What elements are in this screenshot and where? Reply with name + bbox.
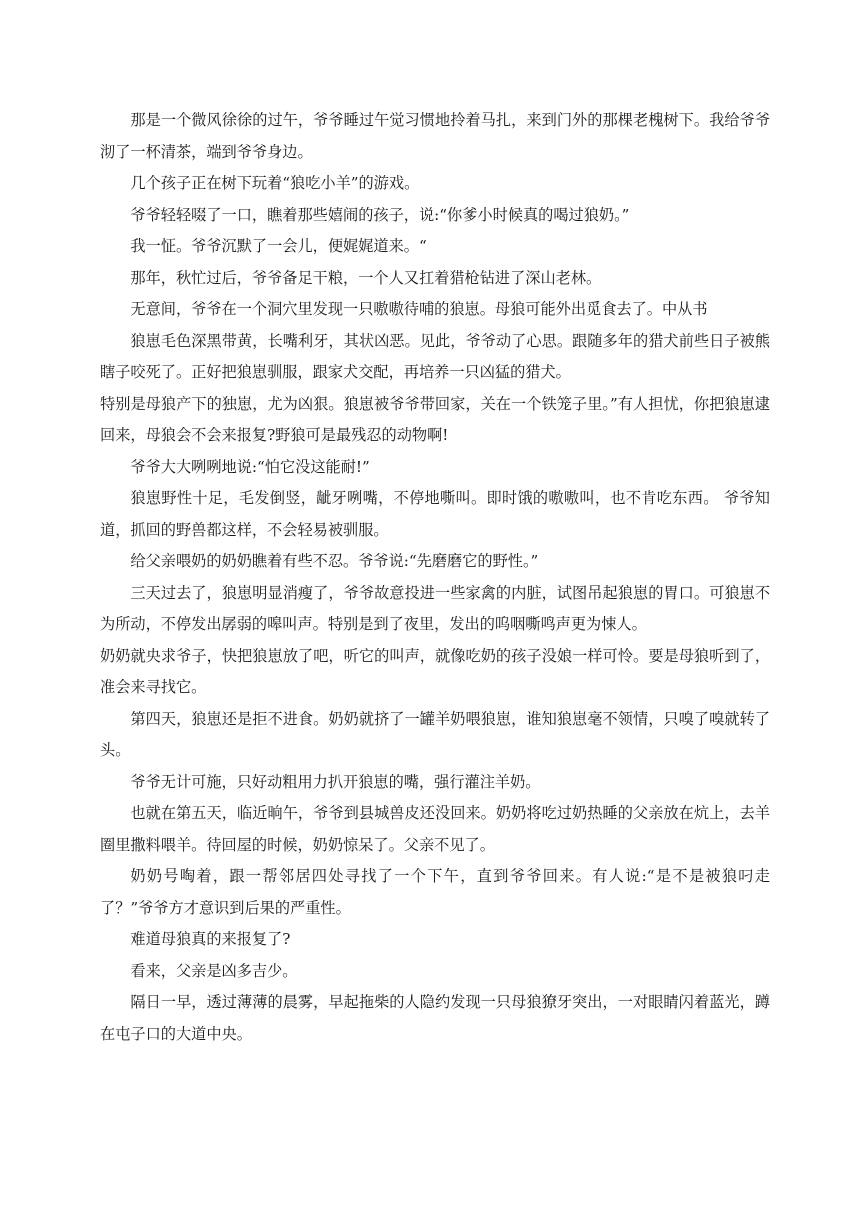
paragraph: 隔日一早，透过薄薄的晨雾，早起拖柴的人隐约发现一只母狼獠牙突出，一对眼睛闪着蓝光，蹲在屯子口的大道中央。 [100,993,770,1043]
paragraph: 特别是母狼产下的独崽，尤为凶狠。狼崽被爷爷带回家，关在一个铁笼子里。”有人担忧，你把狼崽逮回来，母狼会不会来报复?野狼可是最残忍的动物啊! [100,394,770,444]
paragraph: 第四天，狼崽还是拒不进食。奶奶就挤了一罐羊奶喂狼崽，谁知狼崽毫不领情，只嗅了嗅就转了头。 [100,709,770,759]
paragraph: 爷爷轻轻啜了一口，瞧着那些嬉闹的孩子，说:“你爹小时候真的喝过狼奶。” [130,205,630,224]
paragraph: 爷爷大大咧咧地说:“怕它没这能耐!” [130,457,370,476]
paragraph: 也就在第五天，临近晌午，爷爷到县城兽皮还没回来。奶奶将吃过奶热睡的父亲放在炕上，去羊圈里撒料喂羊。待回屋的时候，奶奶惊呆了。父亲不见了。 [100,804,770,854]
paragraph: 狼崽毛色深黑带黄，长嘴利牙，其状凶恶。见此，爷爷动了心思。跟随多年的猎犬前些日子被熊瞎子咬死了。正好把狼崽驯服，跟家犬交配，再培养一只凶猛的猎犬。 [100,331,770,381]
paragraph: 无意间，爷爷在一个洞穴里发现一只嗷嗷待哺的狼崽。母狼可能外出觅食去了。中从书 [130,300,708,318]
paragraph: 三天过去了，狼崽明显消瘦了，爷爷故意投进一些家禽的内脏，试图吊起狼崽的胃口。可狼崽不为所动，不停发出孱弱的嗥叫声。特别是到了夜里，发出的呜咽嘶鸣声更为悚人。 [100,583,770,633]
paragraph: 我一怔。爷爷沉默了一会儿，便娓娓道来。“ [130,237,427,255]
paragraph: 爷爷无计可施，只好动粗用力扒开狼崽的嘴，强行灌注羊奶。 [130,772,541,791]
paragraph: 奶奶就央求爷子，快把狼崽放了吧，听它的叫声，就像吃奶的孩子没娘一样可怜。要是母狼听到了，准会来寻找它。 [100,646,770,696]
paragraph: 狼崽野性十足，毛发倒竖，龇牙咧嘴，不停地嘶叫。即时饿的嗷嗷叫，也不肯吃东西。 爷爷知道，抓回的野兽都这样，不会轻易被驯服。 [100,489,770,539]
story-body [100,105,770,1050]
paragraph: 给父亲喂奶的奶奶瞧着有些不忍。爷爷说:“先磨磨它的野性。” [130,552,539,570]
paragraph: 几个孩子正在树下玩着“狼吃小羊”的游戏。 [130,174,420,192]
paragraph: 那年，秋忙过后，爷爷备足干粮，一个人又扛着猎枪钻进了深山老林。 [130,268,602,287]
paragraph: 难道母狼真的来报复了? [130,930,291,948]
paragraph: 奶奶号啕着，跟一帮邻居四处寻找了一个下午，直到爷爷回来。有人说:“是不是被狼叼走了？”爷爷方才意识到后果的严重性。 [100,867,770,917]
paragraph: 那是一个微风徐徐的过午，爷爷睡过午觉习惯地拎着马扎，来到门外的那棵老槐树下。我给爷爷沏了一杯清茶，端到爷爷身边。 [100,111,770,161]
paragraph: 看来，父亲是凶多吉少。 [130,961,298,980]
